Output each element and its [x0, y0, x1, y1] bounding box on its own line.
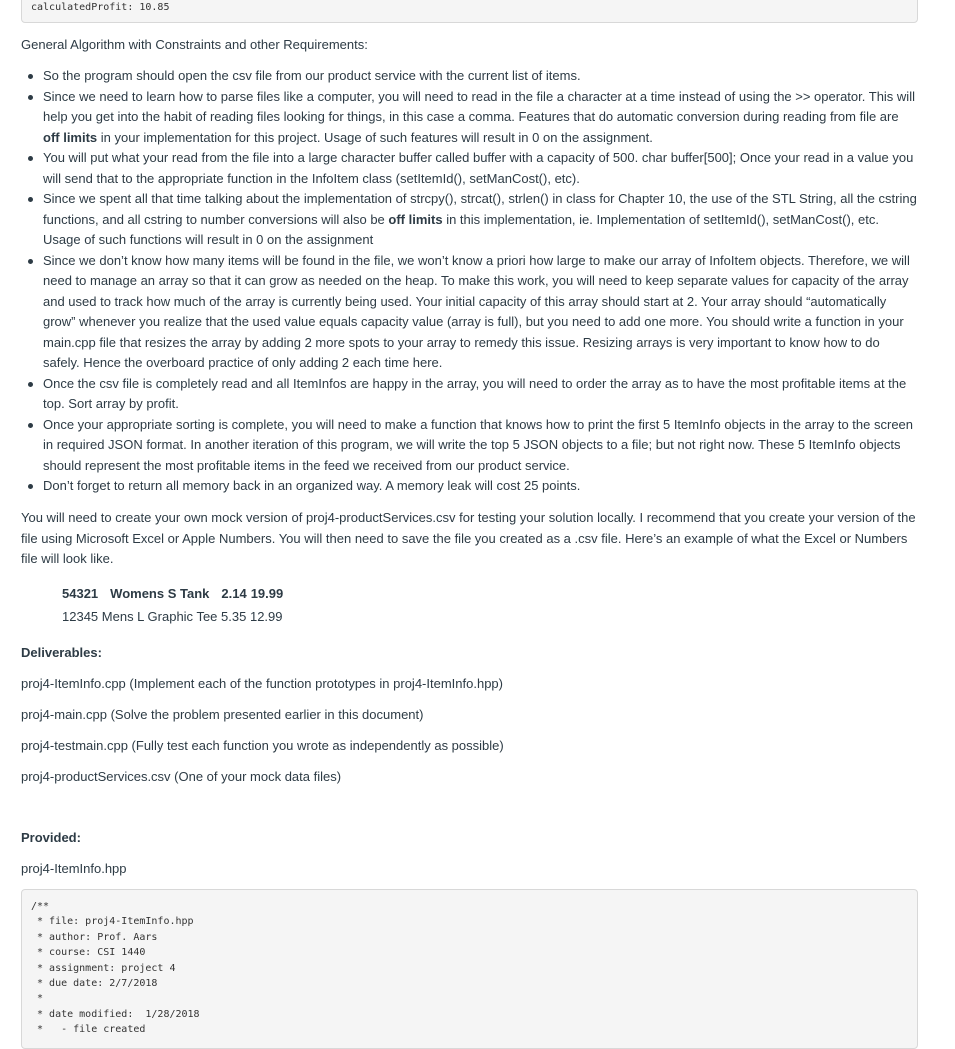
- example-row-2-cost: 5.35: [221, 609, 247, 624]
- requirement-text: Once the csv file is completely read and all ItemInfos are happy in the array, you will need to order the array as to have the most profitable items at the top. Sort array by profit.: [43, 375, 907, 411]
- requirement-item: [43, 66, 918, 87]
- code-line: * file: proj4-ItemInfo.hpp: [31, 916, 194, 928]
- requirement-item: [43, 476, 918, 497]
- requirement-item: [43, 374, 918, 415]
- sample-output-line: calculatedProfit: 10.85: [31, 2, 170, 13]
- emphasis-off-limits: off limits: [43, 129, 98, 145]
- example-row-1-id: 54321: [62, 586, 99, 601]
- deliverable-item-testmain-cpp: proj4-testmain.cpp (Fully test each function you wrote as independently as possible): [21, 738, 504, 753]
- code-line: * date modified: 1/28/2018: [31, 1008, 200, 1020]
- code-line: * course: CSI 1440: [31, 947, 146, 959]
- requirement-text: Since we don’t know how many items will be found in the file, we won’t know a priori how large to make our array of InfoItem objects. Therefore, we will need to manage an array so that it can grow as needed on the heap. To make this work, you will need to keep separate values for capacity of the array and used to track how much of the array is currently being used. Your initial capacity of this array should start at 2. Your array should “automatically grow” whenever you realize that the used value equals capacity value (array is full), but you need to add one more. You should write a function in your main.cpp file that resizes the array by adding 2 more spots to your array to remedy this issue. Resizing arrays is very important to know how to do safely. Hence the overboard practice of only adding 2 each time here.: [43, 252, 910, 370]
- example-row-1: [62, 584, 283, 604]
- sample-output-code-block: [21, 0, 918, 23]
- example-row-2-id: 12345: [62, 609, 99, 624]
- example-row-1-cost: 2.14: [221, 586, 247, 601]
- deliverables-heading: Deliverables:: [21, 645, 102, 660]
- provided-heading: Provided:: [21, 830, 81, 845]
- requirements-list: [21, 66, 918, 497]
- requirement-item: [43, 415, 918, 477]
- requirement-text: Since we need to learn how to parse files like a computer, you will need to read in the file a character at a time instead of using the >> operator. This will help you get into the habit of reading files looking for things, in this case a comma. Features that do automatic conversion during reading from file are: [43, 88, 915, 124]
- provided-file-name: proj4-ItemInfo.hpp: [21, 861, 127, 876]
- example-row-2-price: 12.99: [249, 609, 283, 624]
- deliverable-item-itemInfo-cpp: proj4-ItemInfo.cpp (Implement each of the function prototypes in proj4-ItemInfo.hpp): [21, 676, 503, 691]
- requirement-item: [43, 148, 918, 189]
- requirement-text: Once your appropriate sorting is complete, you will need to make a function that knows how to print the first 5 ItemInfo objects in the array to the screen in required JSON format. In another iteration of this program, we will write the top 5 JSON objects to a file; but not right now. These 5 ItemInfo objects should represent the most profitable items in the feed we received from our product service.: [43, 416, 914, 473]
- requirement-text: in this implementation, ie. Implementation of setItemId(), setManCost(), etc. Usage of such functions will result in 0 on the assignment: [43, 211, 879, 247]
- requirement-text: So the program should open the csv file from our product service with the current list of items.: [43, 68, 581, 83]
- example-row-1-price: 19.99: [250, 586, 284, 601]
- code-line: * author: Prof. Aars: [31, 931, 158, 943]
- example-row-2-name: Mens L Graphic Tee: [101, 609, 218, 624]
- code-line: * - file created: [31, 1024, 146, 1036]
- requirement-text: Since we spent all that time talking about the implementation of strcpy(), strcat(), strlen() in class for Chapter 10, the use of the STL String, all the cstring functions, and all cstring to number conversions will also be: [43, 191, 917, 227]
- requirement-text: in your implementation for this project. Usage of such features will result in 0 on the assignment.: [97, 129, 653, 145]
- emphasis-off-limits: off limits: [388, 211, 443, 227]
- requirement-text: You will put what your read from the file into a large character buffer called buffer with a capacity of 500. char buffer[500]; Once your read in a value you will send that to the appropriate function in the InfoItem class (setItemId(), setManCost(), etc).: [43, 150, 914, 186]
- requirement-text: Don’t forget to return all memory back in an organized way. A memory leak will cost 25 points.: [43, 478, 581, 493]
- deliverable-item-csv: proj4-productServices.csv (One of your mock data files): [21, 769, 342, 784]
- deliverable-item-main-cpp: proj4-main.cpp (Solve the problem presented earlier in this document): [21, 707, 424, 722]
- requirement-item: [43, 189, 918, 251]
- requirement-item: [43, 251, 918, 374]
- code-line: * due date: 2/7/2018: [31, 978, 158, 990]
- header-file-code-block: [21, 889, 918, 1049]
- example-row-1-name: Womens S Tank: [110, 586, 210, 601]
- section-title: General Algorithm with Constraints and other Requirements:: [21, 37, 368, 52]
- example-row-2: [62, 607, 283, 627]
- code-line: /**: [31, 901, 50, 912]
- requirement-item: [43, 87, 918, 149]
- code-line: *: [31, 993, 44, 1005]
- mock-file-paragraph: You will need to create your own mock version of proj4-productServices.csv for testing your solution locally. I recommend that you create your version of the file using Microsoft Excel or Apple Numbers. You will then need to save the file you created as a .csv file. Here’s an example of what the Excel or Numbers file will look like.: [21, 510, 916, 566]
- code-line: * assignment: project 4: [31, 962, 176, 974]
